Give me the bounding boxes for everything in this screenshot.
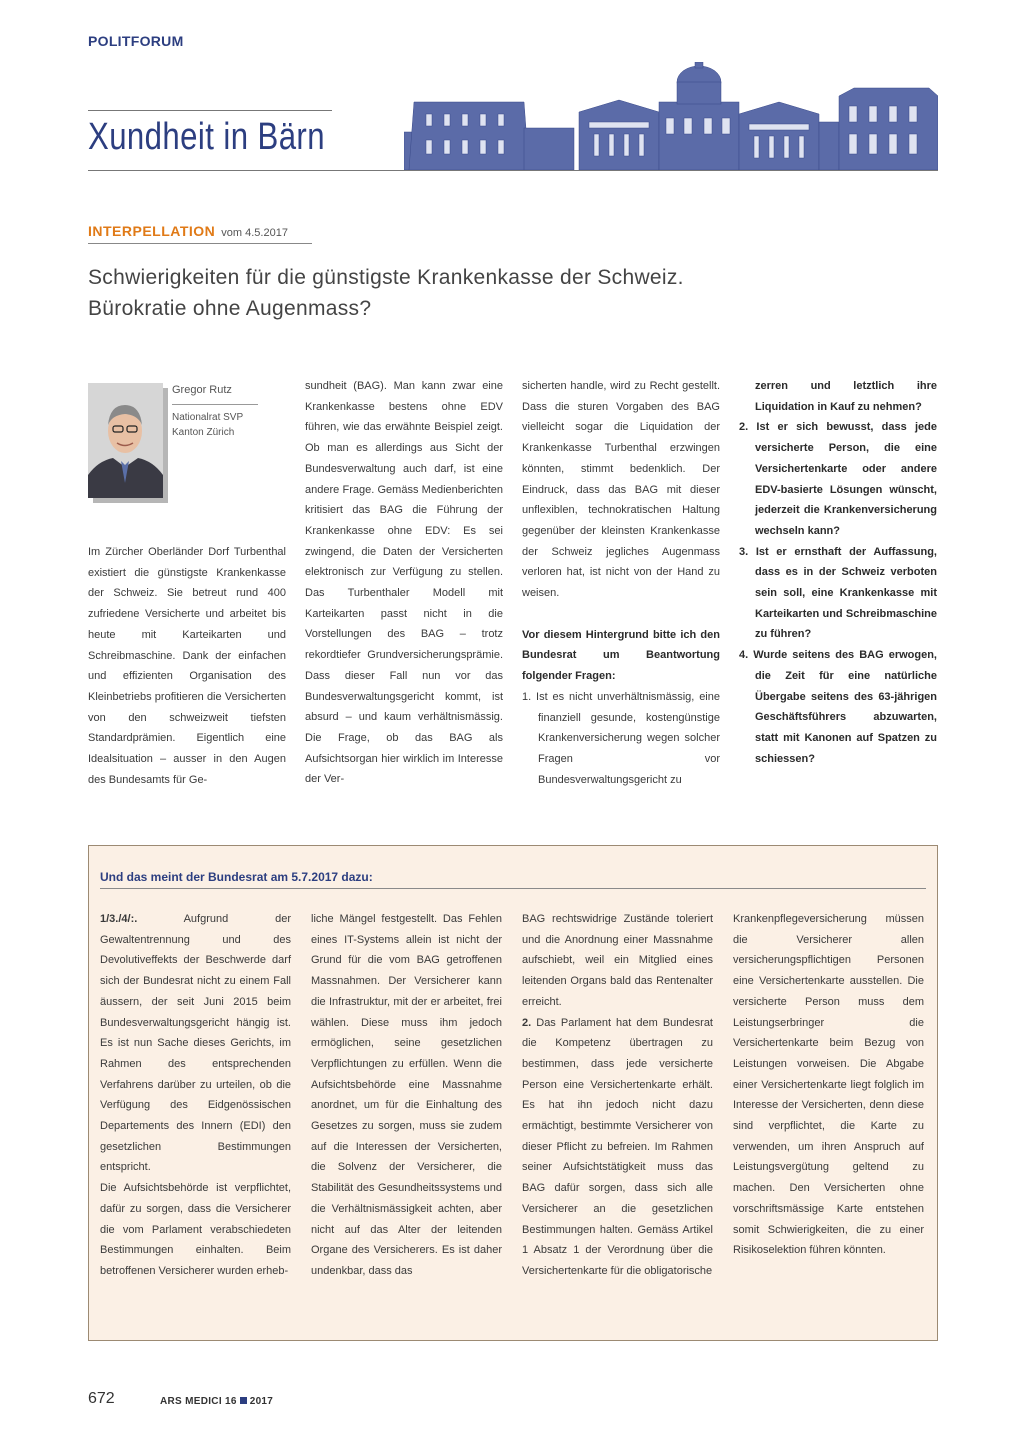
question-item-1-continued: zerren und letztlich ihre Liquidation in Kauf zu nehmen? — [755, 380, 937, 413]
response-title: Und das meint der Bundesrat am 5.7.2017 dazu: — [100, 870, 373, 884]
response-paragraph — [100, 909, 291, 1178]
question-item-2: 2. Ist er sich bewusst, dass jede versicherte Person, die eine Versichertenkarte oder andere EDV-basierte Lösungen wünscht, jederzeit die Krankenversicherung wechseln kann? — [739, 421, 937, 537]
article-paragraph: sundheit (BAG). Man kann zwar eine Krankenkasse bestens ohne EDV führen, wie das erwähnte Beispiel zeigt. Ob man es allerdings aus Sicht der Bundesverwaltung auch darf, ist eine andere Frage. Gemäss Medienberichten kritisiert das BAG die Führung der Krankenkasse ohne EDV: Es sei zwingend, die Daten der Versicherten elektronisch zur Verfügung zu stellen. Das Turbenthaler Modell mit Karteikarten passt nicht in die Vorstellungen des BAG – trotz rekordtiefer Grundversicherungsprämie. Dass dieser Fall nun vor das Bundesverwaltungsgericht kommt, ist absurd – und kaum verhältnismässig. Die Frage, ob das BAG als Aufsichtsorgan hier wirklich im Interesse der Ver- — [305, 380, 503, 786]
response-column-2 — [311, 909, 502, 1282]
article-column-4 — [739, 376, 937, 769]
title-rule-bottom — [88, 170, 938, 171]
section-label: POLITFORUM — [88, 33, 184, 49]
article-paragraph: sicherten handle, wird zu Recht gestellt. Dass die sturen Vorgaben des BAG vielleicht sogar die Liquidation der Krankenkasse Turbenthal erzwingen könnten, stimmt bedenklich. Der Eindruck, dass das BAG mit dieser unflexiblen, technokratischen Haltung gegenüber der kleinsten Krankenkasse der Schweiz jegliches Augenmass verloren hat, ist nicht von der Hand zu weisen. — [522, 380, 720, 600]
question-list-continued — [739, 376, 937, 769]
kicker-date: vom 4.5.2017 — [221, 227, 288, 239]
article-column-1 — [88, 542, 286, 790]
response-paragraph: BAG rechtswidrige Zustände toleriert und die Anordnung einer Massnahme aufschiebt, weil ein Mitglied eines leitenden Organs bald das Rentenalter erreicht. — [522, 913, 713, 1008]
response-column-1 — [100, 909, 291, 1282]
response-paragraph — [522, 1013, 713, 1282]
article-kicker — [88, 223, 288, 239]
article-paragraph: Im Zürcher Oberländer Dorf Turbenthal existiert die günstigste Krankenkasse der Schweiz. Sie betreut rund 400 zufriedene Versicherte und arbeitet bis heute mit Karteikarten und Schreibmaschine. Dank der einfachen und effizienten Organisation des Kleinbetriebs profitieren die Versicherten von den schweizweit tiefsten Standardprämien. Eigentlich eine Idealsituation – ausser in den Augen des Bundesamts für Ge- — [88, 546, 286, 786]
author-name: Gregor Rutz — [172, 384, 232, 396]
author-rule — [172, 404, 258, 405]
parliament-building-illustration — [404, 62, 938, 170]
article-column-2 — [305, 376, 503, 790]
question-list — [522, 687, 720, 791]
question-intro: Vor diesem Hintergrund bitte ich den Bundesrat um Beantwortung folgender Fragen: — [522, 628, 720, 683]
response-column-4 — [733, 909, 924, 1261]
question-item-3: 3. Ist er ernsthaft der Auffassung, dass es in der Schweiz verboten sein soll, eine Krankenkasse mit Karteikarten und Schreibmaschine zu führen? — [739, 545, 937, 641]
author-photo — [88, 383, 163, 498]
author-role — [172, 410, 243, 440]
square-separator-icon — [240, 1397, 247, 1404]
question-item-1: 1. Ist es nicht unverhältnismässig, eine finanziell gesunde, kostengünstige Krankenversicherung wegen solcher Fragen vor Bundesverwaltungsgericht zu — [522, 690, 720, 786]
response-paragraph: Die Aufsichtsbehörde ist verpflichtet, dafür zu sorgen, dass die Versicherer die vom Parlament verabschiedeten Bestimmungen einhalten. Beim betroffenen Versicherer wurden erheb- — [100, 1182, 291, 1277]
page-number: 672 — [88, 1390, 115, 1407]
response-paragraph: liche Mängel festgestellt. Das Fehlen eines IT-Systems allein ist nicht der Grund für die vom BAG getroffenen Massnahmen. Der Versicherer kann die Infrastruktur, mit der er arbeitet, frei wählen. Diese muss ihm jedoch ermöglichen, seine gesetzlichen Verpflichtungen zu erfüllen. Wenn die Aufsichtsbehörde eine Massnahme anordnet, um für die Einhaltung des Gesetzes zu sorgen, muss sie zudem auf die Interessen der Versicherten, die Solvenz der Versicherer, die Stabilität des Gesundheitssystems und die Verhältnismässigkeit achten, aber nicht auf das Alter der leitenden Organe des Versicherers. Es ist daher undenkbar, dass das — [311, 913, 502, 1277]
magazine-year: 2017 — [249, 1396, 274, 1407]
response-ref: 1/3./4/:. — [100, 913, 138, 925]
author-role-party: Nationalrat SVP — [172, 412, 244, 423]
response-ref: 2. — [522, 1016, 532, 1029]
title-rule-top — [88, 110, 332, 111]
response-text: Das Parlament hat dem Bundesrat die Kompetenz übertragen zu bestimmen, dass jede versicherte Person eine Versichertenkarte erhält. Es hat ihn jedoch nicht dazu ermächtigt, bestimmte Versicherer von dieser Pflicht zu befreien. Im Rahmen seiner Aufsichtstätigkeit muss das BAG dafür sorgen, dass sich alle Versicherer an die gesetzlichen Bestimmungen halten. Gemäss Artikel 1 Absatz 1 der Verordnung über die Versichertenkarte für die obligatorische — [522, 1016, 713, 1277]
article-column-3 — [522, 376, 720, 790]
page-title: Xundheit in Bärn — [88, 116, 325, 158]
kicker-rule — [88, 243, 312, 244]
author-role-canton: Kanton Zürich — [172, 427, 235, 438]
response-title-rule — [100, 888, 926, 889]
response-paragraph: Krankenpflegeversicherung müssen die Versicherer allen versicherungspflichtigen Personen eine Versichertenkarte ausstellen. Die versicherte Person muss dem Leistungserbringer die Versichertenkarte beim Bezug von Leistungen vorweisen. Die Abgabe einer Versichertenkarte liegt folglich im Interesse der Versicherten, denn diese sind verpflichtet, die Karte zu verwenden, um ihren Anspruch auf Leistungsvergütung geltend zu machen. Den Versicherten ohne vorschriftsmässige Karte entstehen somit Schwierigkeiten, die zu einer Risikoselektion führen könnten. — [733, 913, 924, 1257]
magazine-issue: ARS MEDICI 16 — [160, 1396, 237, 1407]
headline-line-1: Schwierigkeiten für die günstigste Krankenkasse der Schweiz. — [88, 266, 684, 289]
question-item-4: 4. Wurde seitens des BAG erwogen, die Zeit für eine natürliche Übergabe seitens des 63-jährigen Geschäftsführers abzuwarten, statt mit Kanonen auf Spatzen zu schiessen? — [739, 649, 937, 765]
author-portrait-icon — [88, 383, 163, 498]
kicker-label: INTERPELLATION — [88, 223, 216, 239]
headline-line-2: Bürokratie ohne Augenmass? — [88, 297, 372, 320]
response-text: Aufgrund der Gewaltentrennung und des Devolutiveffekts der Beschwerde darf sich der Bundesrat nicht zu einem Fall äussern, der seit Juni 2015 beim Bundesverwaltungsgericht hängig ist. Es ist nun Sache dieses Gerichts, im Rahmen des entsprechenden Verfahrens darüber zu urteilen, ob die Verfügung des Eidgenössischen Departements des Innern (EDI) den gesetzlichen Bestimmungen entspricht. — [100, 913, 291, 1174]
magazine-footer — [160, 1396, 273, 1407]
response-column-3 — [522, 909, 713, 1282]
article-headline — [88, 262, 908, 324]
